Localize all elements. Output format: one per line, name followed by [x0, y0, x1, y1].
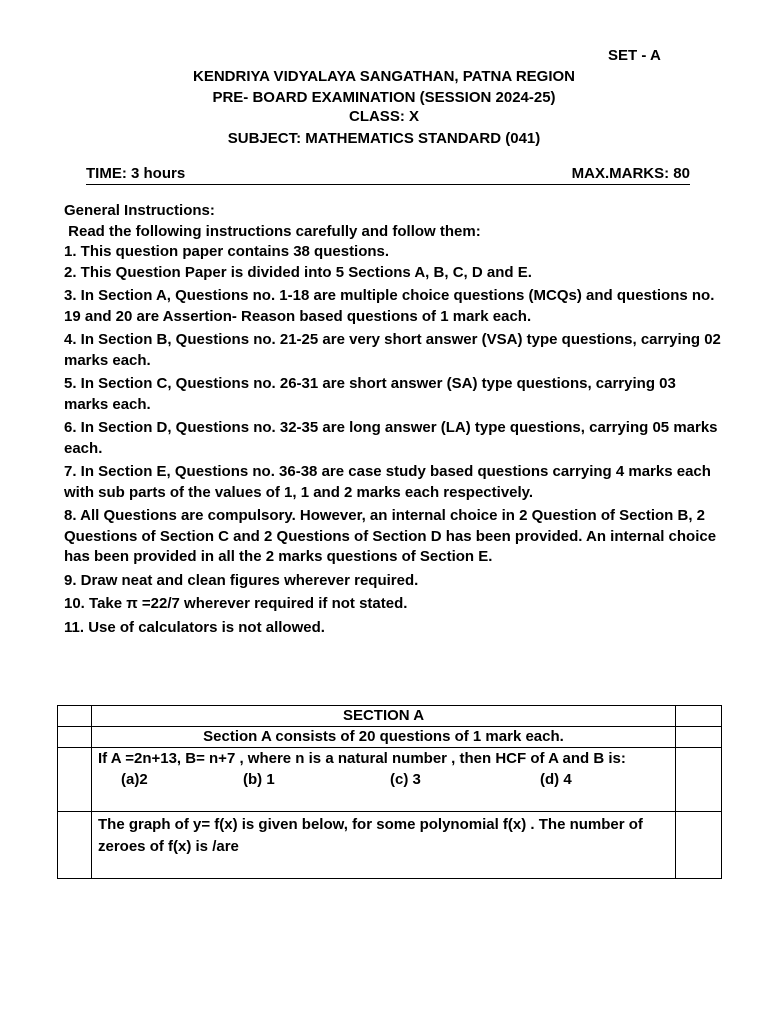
max-marks-label: MAX.MARKS: 80	[571, 165, 690, 182]
time-label: TIME: 3 hours	[86, 165, 186, 182]
time-marks-row	[86, 164, 690, 185]
option-b: (b) 1	[243, 771, 275, 788]
question-row	[58, 812, 722, 879]
marks-cell	[676, 812, 722, 879]
instruction-item: 9. Draw neat and clean figures wherever required.	[64, 571, 419, 589]
marks-cell	[676, 727, 722, 748]
question-text: The graph of y= f(x) is given below, for some polynomial f(x) . The number of zeroes of f(x) is /are	[98, 816, 643, 855]
option-a: (a)2	[121, 771, 148, 788]
instruction-item: 11. Use of calculators is not allowed.	[64, 618, 325, 636]
set-label: SET - A	[608, 47, 661, 64]
number-cell	[58, 727, 92, 748]
instruction-item: 8. All Questions are compulsory. However, an internal choice in 2 Question of Section B, 2 Questions of Section C and 2 Questions of Section D has been provided. An internal choice has been provided in all the 2 marks questions of Section E.	[64, 507, 717, 565]
question-cell	[92, 812, 676, 879]
exam-title: PRE- BOARD EXAMINATION (SESSION 2024-25)	[212, 89, 556, 106]
section-title: SECTION A	[92, 706, 676, 727]
instructions-title: General Instructions:	[64, 202, 215, 219]
number-cell	[58, 706, 92, 727]
option-d: (d) 4	[540, 771, 572, 788]
section-subtitle: Section A consists of 20 questions of 1 mark each.	[92, 727, 676, 748]
question-row	[58, 748, 722, 812]
question-options	[98, 769, 669, 790]
number-cell	[58, 748, 92, 812]
marks-cell	[676, 706, 722, 727]
instructions-intro: Read the following instructions carefully and follow them:	[64, 222, 481, 240]
number-cell	[58, 812, 92, 879]
questions-table	[57, 705, 722, 879]
organization-title: KENDRIYA VIDYALAYA SANGATHAN, PATNA REGION	[192, 68, 575, 85]
subject-label: SUBJECT: MATHEMATICS STANDARD (041)	[227, 130, 541, 147]
instruction-item: 4. In Section B, Questions no. 21-25 are very short answer (VSA) type questions, carrying 02 marks each.	[64, 331, 721, 369]
class-label: CLASS: X	[348, 108, 419, 125]
section-title-row	[58, 706, 722, 727]
instruction-item: 2. This Question Paper is divided into 5 Sections A, B, C, D and E.	[64, 263, 532, 281]
question-text: If A =2n+13, B= n+7 , where n is a natural number , then HCF of A and B is:	[98, 750, 626, 767]
instruction-item: 6. In Section D, Questions no. 32-35 are long answer (LA) type questions, carrying 05 marks each.	[64, 419, 718, 457]
question-cell	[92, 748, 676, 812]
instruction-item: 10. Take π =22/7 wherever required if not stated.	[64, 595, 408, 612]
instruction-item: 1. This question paper contains 38 questions.	[64, 243, 390, 260]
general-instructions	[64, 201, 724, 638]
instruction-item: 7. In Section E, Questions no. 36-38 are case study based questions carrying 4 marks each with sub parts of the values of 1, 1 and 2 marks each respectively.	[64, 463, 711, 501]
marks-cell	[676, 748, 722, 812]
option-c: (c) 3	[390, 771, 421, 788]
instruction-item: 3. In Section A, Questions no. 1-18 are multiple choice questions (MCQs) and questions no. 19 and 20 are Assertion- Reason based questions of 1 mark each.	[64, 287, 715, 325]
instruction-item: 5. In Section C, Questions no. 26-31 are short answer (SA) type questions, carrying 03 marks each.	[64, 375, 676, 413]
section-subtitle-row	[58, 727, 722, 748]
